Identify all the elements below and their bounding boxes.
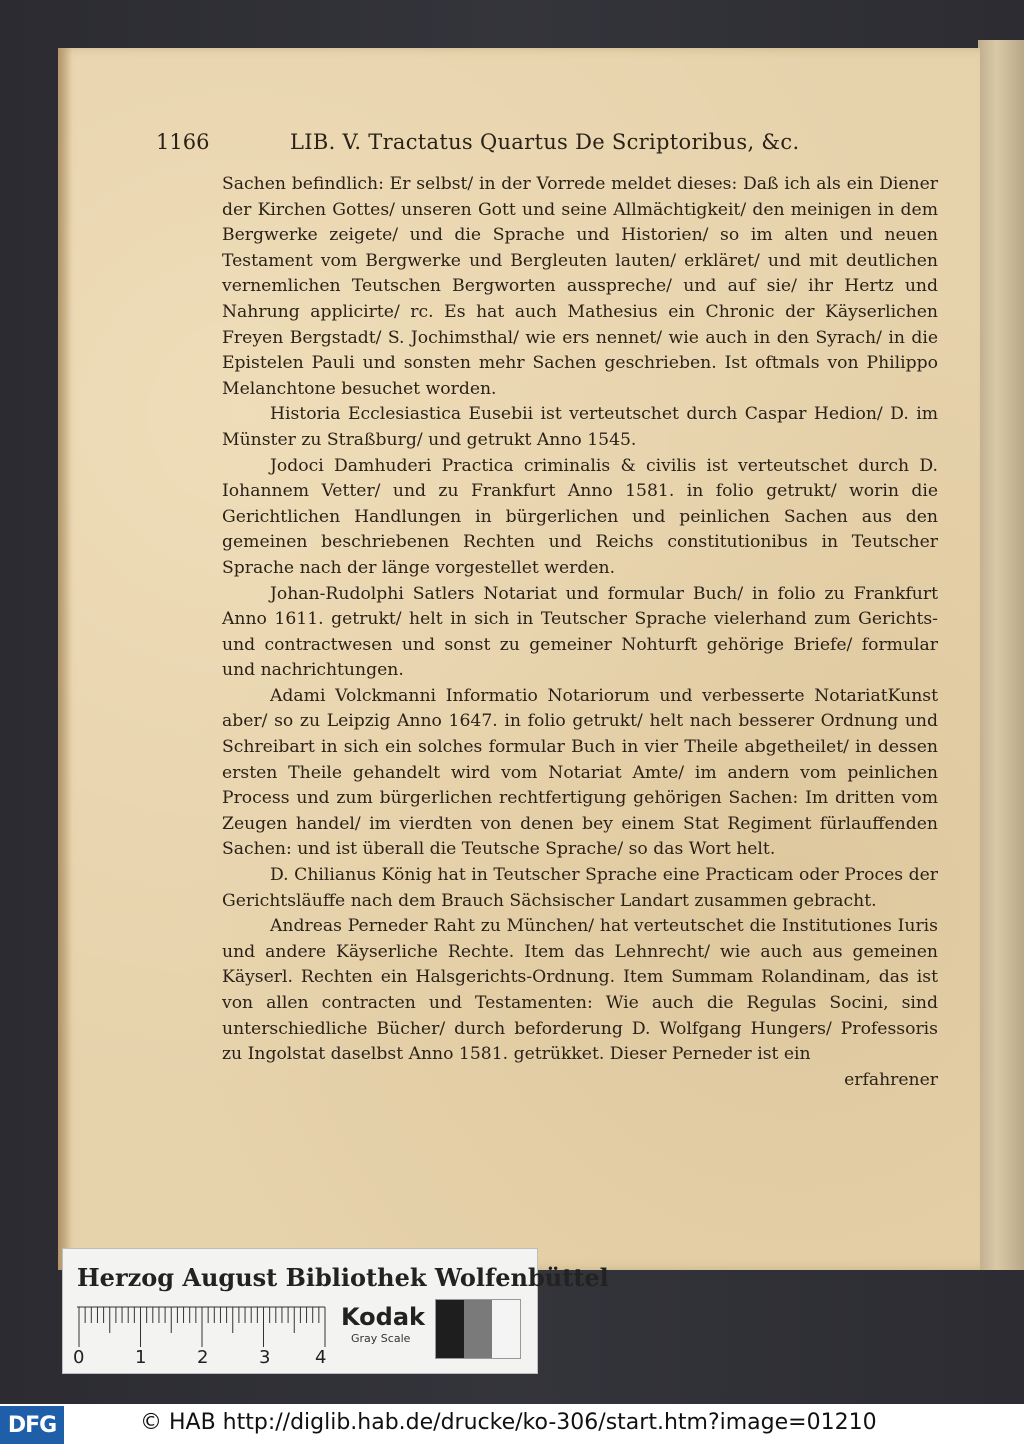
- ruler-scale: [77, 1305, 327, 1349]
- copyright-link[interactable]: © HAB http://diglib.hab.de/drucke/ko-306/start.htm?image=01210: [140, 1410, 877, 1435]
- paragraph-3: Jodoci Damhuderi Practica criminalis & civilis ist verteutschet durch D. Iohannem Vetter/ und zu Frankfurt Anno 1581. in folio getrukt/ worin die Gerichtlichen Handlungen in bürgerlichen und peinlichen Sachen aus den gemeinen beschriebenen Rechten und Reichs constitutionibus in Teutscher Sprache nach der länge vorgestellet werden.: [222, 455, 938, 578]
- page-number: 1166: [156, 130, 210, 154]
- swatch-white: [492, 1300, 520, 1358]
- ruler-number: 3: [259, 1347, 271, 1368]
- running-title: LIB. V. Tractatus Quartus De Scriptoribus, &c.: [290, 130, 800, 154]
- footer-bar: [0, 1404, 1024, 1444]
- next-page-edge: [978, 40, 1024, 1270]
- library-name: Herzog August Bibliothek Wolfenbüttel: [77, 1263, 609, 1292]
- kodak-brand: Kodak: [341, 1303, 425, 1331]
- swatch-gray: [464, 1300, 492, 1358]
- ruler-number: 4: [315, 1347, 327, 1368]
- paragraph-1: Sachen befindlich: Er selbst/ in der Vorrede meldet dieses: Daß ich als ein Diener der Kirchen Gottes/ unseren Gott und seine Allmächtigkeit/ den meinigen in dem Bergwerke zeigete/ und die Sprache und Historien/ so im alten und neuen Testament vom Bergwerke und Bergleuten lauten/ erkläret/ und mit deutlichen vernemlichen Teutschen Bergworten ausspreche/ und auf sie/ ihr Hertz und Nahrung applicirte/ rc. Es hat auch Mathesius ein Chronic der Käyserlichen Freyen Bergstadt/ S. Jochimsthal/ wie ers nennet/ wie auch in den Syrach/ in die Epistelen Pauli und sonsten mehr Sachen geschrieben. Ist oftmals von Philippo Melanchtone besuchet worden.: [222, 174, 938, 399]
- dfg-logo: DFG: [0, 1406, 64, 1444]
- gray-scale-swatches: [435, 1299, 521, 1359]
- ruler-number: 0: [73, 1347, 85, 1368]
- page-body: [222, 172, 938, 1092]
- gray-scale-caption: Gray Scale: [351, 1332, 411, 1345]
- ruler-number: 1: [135, 1347, 147, 1368]
- catchword: erfahrener: [844, 1069, 938, 1090]
- ruler-number: 2: [197, 1347, 209, 1368]
- swatch-black: [436, 1300, 464, 1358]
- paragraph-5: Adami Volckmanni Informatio Notariorum und verbesserte NotariatKunst aber/ so zu Leipzig Anno 1647. in folio getrukt/ helt nach besserer Ordnung und Schreibart in sich ein solches formular Buch in vier Theile abgetheilet/ in dessen ersten Theile gehandelt wird vom Notariat Amte/ im andern vom peinlichen Process und zum bürgerlichen rechtfertigung gehörigen Sachen: Im dritten vom Zeugen handel/ im vierdten von denen bey einem Stat Regiment fürlauffenden Sachen: und ist überall die Teutsche Sprache/ so das Wort helt.: [222, 685, 938, 860]
- library-label-card: [62, 1248, 609, 1374]
- paragraph-4: Johan-Rudolphi Satlers Notariat und formular Buch/ in folio zu Frankfurt Anno 1611. getrukt/ helt in sich in Teutscher Sprache vielerhand zum Gerichts- und contractwesen und sonst zu gemeiner Nohturft gehörige Briefe/ formular und nachrichtungen.: [222, 583, 938, 681]
- paragraph-6: D. Chilianus König hat in Teutscher Sprache eine Practicam oder Proces der Gerichtsläuffe nach dem Brauch Sächsischer Landart zusammen gebracht.: [222, 865, 938, 911]
- gutter-shadow: [58, 48, 72, 1270]
- paragraph-7: Andreas Perneder Raht zu München/ hat verteutschet die Institutiones Iuris und andere Käyserliche Rechte. Item das Lehnrecht/ wie auch aus gemeinen Käyserl. Rechten ein Halsgerichts-Ordnung. Item Summam Rolandinam, das ist von allen contracten und Testamenten: Wie auch die Regulas Socini, sind unterschiedliche Bücher/ durch beforderung D. Wolfgang Hungers/ Professoris zu Ingolstat daselbst Anno 1581. getrükket. Dieser Perneder ist ein: [222, 916, 938, 1065]
- ruler-numbers: [69, 1347, 329, 1369]
- running-header: [156, 130, 876, 160]
- paragraph-2: Historia Ecclesiastica Eusebii ist verteutschet durch Caspar Hedion/ D. im Münster zu Straßburg/ und getrukt Anno 1545.: [222, 404, 938, 450]
